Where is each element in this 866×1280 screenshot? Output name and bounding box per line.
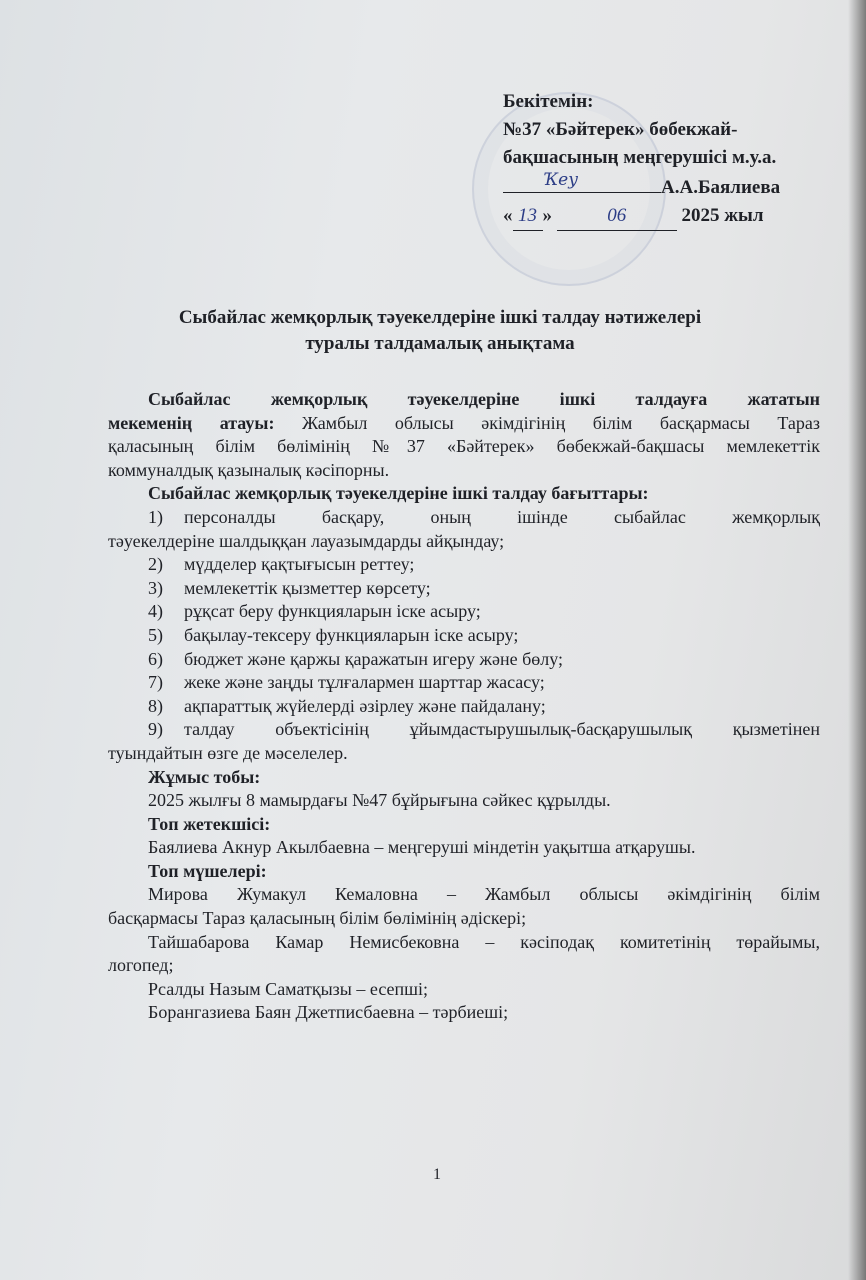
list-item-number: 7) (148, 672, 163, 693)
document-title (110, 305, 770, 357)
date-month: 06 (557, 202, 677, 231)
institution-label-line-1 (108, 388, 820, 412)
institution-text-2: Жамбыл облысы әкімдігінің білім басқармасы Тараз (274, 412, 820, 433)
institution-line-3: қаласының білім бөлімінің №37 «Бәйтерек» бөбекжай-бақшасы мемлекеттік (108, 436, 820, 457)
approval-line-3: бақшасының меңгерушісі м.у.а. (503, 147, 777, 168)
list-item (108, 695, 820, 719)
list-item-text: ақпараттық жүйелерді әзірлеу және пайдалану; (184, 695, 546, 716)
list-item (108, 671, 820, 695)
date-open-quote: « (503, 205, 513, 226)
member-4: Борангазиева Баян Джетписбаевна – тәрбиеші; (148, 1002, 509, 1023)
list-item-number: 9) (148, 719, 163, 740)
group-leader-text: Баялиева Акнур Акылбаевна – меңгеруші міндетін уақытша атқарушы. (148, 837, 696, 858)
list-item-number: 3) (148, 577, 163, 598)
list-item (108, 553, 820, 577)
institution-line-4: коммуналдық қазыналық кәсіпорны. (108, 459, 390, 480)
list-item (108, 624, 820, 648)
institution-line-2 (108, 412, 820, 436)
title-line-2: туралы талдамалық анықтама (305, 333, 575, 354)
date-close-quote: » (542, 205, 552, 226)
list-item-number: 2) (148, 554, 163, 575)
list-item-text: бюджет және қаржы қаражатын игеру және бөлу; (184, 648, 563, 669)
list-item-continuation: туындайтын өзге де мәселелер. (108, 742, 348, 763)
list-item-number: 1) (148, 506, 163, 527)
group-leader-heading: Топ жетекшісі: (148, 813, 271, 834)
title-line-1: Сыбайлас жемқорлық тәуекелдеріне ішкі талдау нәтижелері (178, 307, 702, 328)
list-item (108, 506, 820, 530)
list-item-text: мүдделер қақтығысын реттеу; (184, 554, 415, 575)
list-item (108, 718, 820, 742)
list-item-number: 6) (148, 648, 163, 669)
directions-heading: Сыбайлас жемқорлық тәуекелдеріне ішкі талдау бағыттары: (148, 483, 649, 504)
approval-line-1: Бекітемін: (503, 91, 594, 112)
approval-line-2: №37 «Бәйтерек» бөбекжай- (503, 119, 738, 140)
working-group-heading: Жұмыс тобы: (148, 766, 261, 787)
list-item-number: 4) (148, 601, 163, 622)
institution-label-2: мекеменің атауы: (108, 412, 275, 433)
list-item (108, 600, 820, 624)
list-item-text: жеке және заңды тұлғалармен шарттар жасасу; (184, 672, 545, 693)
date-day: 13 (513, 202, 543, 231)
list-item (108, 648, 820, 672)
page-number: 1 (433, 1166, 441, 1183)
document-body (108, 388, 820, 1025)
working-group-text: 2025 жылғы 8 мамырдағы №47 бұйрығына сәйкес құрылды. (148, 790, 611, 811)
list-item-text: персоналды басқару, оның ішінде сыбайлас жемқорлық (184, 506, 820, 527)
approval-block (503, 88, 780, 231)
list-item-text: талдау объектісінің ұйымдастырушылық-басқарушылық қызметінен (184, 719, 820, 740)
date-year: 2025 жыл (681, 205, 764, 226)
list-item-number: 5) (148, 624, 163, 645)
signature-line (503, 172, 661, 193)
approver-name: А.А.Баялиева (661, 177, 781, 198)
member-2-line-2: логопед; (108, 955, 174, 976)
member-2-line-1: Тайшабарова Камар Немисбековна – кәсіподақ комитетінің төрайымы, (148, 931, 820, 952)
list-item-text: мемлекеттік қызметтер көрсету; (184, 577, 431, 598)
handwritten-signature: Ҡеу (543, 170, 579, 190)
list-item-text: бақылау-тексеру функцияларын іске асыру; (184, 624, 519, 645)
members-heading: Топ мүшелері: (148, 860, 267, 881)
approval-signature-row (503, 172, 780, 202)
member-1-line-2: басқармасы Тараз қаласының білім бөлімінің әдіскері; (108, 908, 527, 929)
member-1-line-1: Мирова Жумакул Кемаловна – Жамбыл облысы әкімдігінің білім (148, 884, 820, 905)
list-item (108, 577, 820, 601)
list-item-continuation: тәуекелдеріне шалдыққан лауазымдарды айқындау; (108, 530, 505, 551)
institution-label-1: Сыбайлас жемқорлық тәуекелдеріне ішкі талдауға жататын (148, 389, 820, 409)
list-item-text: рұқсат беру функцияларын іске асыру; (184, 601, 481, 622)
approval-date-row (503, 202, 780, 231)
list-item-number: 8) (148, 695, 163, 716)
member-3: Рсалды Назым Саматқызы – есепші; (148, 978, 429, 999)
